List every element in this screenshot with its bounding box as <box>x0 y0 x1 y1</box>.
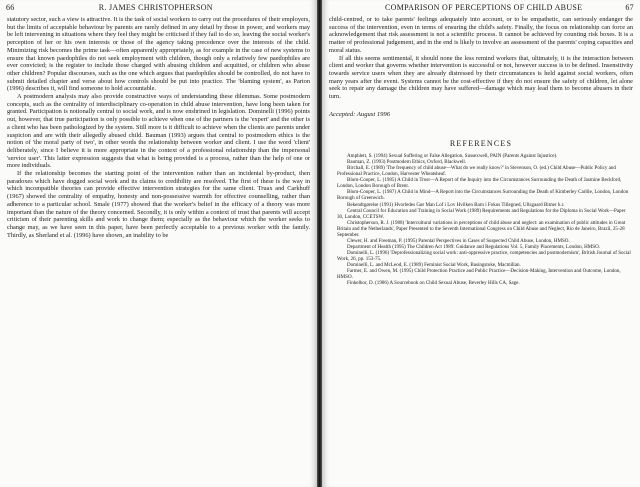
right-page-number: 67 <box>625 3 634 12</box>
reference-entry: Bauman, Z. (1993) Postmodern Ethics, Oxford, Blackwell. <box>347 159 467 166</box>
reference-entry: Central Council for Education and Training in Social Work (1989) Requirements and Regulations for the Diploma in Social Work—Paper 30, London, CCETSW. <box>337 207 626 220</box>
right-body-text <box>329 16 633 286</box>
left-page-number: 66 <box>6 3 15 12</box>
references-heading: REFERENCES <box>449 139 513 149</box>
body-paragraph: A postmodern analysis may also provide constructive ways of understanding these dilemmas. Some postmodern concepts, such as the centrality of interdisciplinary co-operation in child abuse intervention, have long been taken for granted. Participation is notionally central to social work, and is now enshrined in legislation. Dominelli (1996) points out, however, that true participation is only possible to achieve when one of the partners is the 'expert' and the other is a client who has been pathologized by the system. Still more is it difficult to achieve when the clients are parents under suspicion and are with their allegedly abused child. Bauman (1993) argues that central to postmodern ethics is the notion of 'the moral party of two', in other words the relationship between worker and client. I use the word 'client' deliberately, since I believe it is more appropriate in the context of a professional relationship than the impersonal 'service user'. This latter expression suggests that what is being provided is a process, rather than the help of one or more individuals. <box>7 93 310 170</box>
right-page <box>322 0 640 487</box>
reference-entry: Blom-Cooper, L. (1987) A Child in Mind—A Report into the Circumstances Surrounding the Death of Kimberley Carlile, London, London Borough of Greenwich. <box>337 189 629 202</box>
left-page-header <box>6 3 311 12</box>
reference-entry: Blom-Cooper, L. (1985) A Child in Trust—A Report of the Inquiry into the Circumstances Surrounding the Death of Jasmine Beckford, London, London Borough of Brent. <box>337 177 622 190</box>
reference-entry: Dominelli, L. (1996) 'Deprofessionalizing social work: anti-oppressive practice, competencies and postmodernism', British Journal of Social Work, 26, pp. 153-75. <box>337 249 631 262</box>
reference-entry: Bekendtgørelse (1991) Hvorledes Gør Man Lof i Lov Hvilken Barn i Fokus Tillegned, Ullsgaard Bimer h.r. <box>347 201 565 208</box>
reference-entry: Amphlett, S. (1994) Sexual Suffering or False Allegation, Sussexwell, PAIN (Parents Against Injustice). <box>347 153 558 160</box>
left-running-head: R. JAMES CHRISTOPHERSON <box>98 3 213 12</box>
reference-entry: Finkelhor, D. (1986) A Sourcebook on Child Sexual Abuse, Beverley Hills CA, Sage. <box>347 280 520 287</box>
left-page <box>0 0 317 487</box>
reference-entry: Department of Health (1995) The Children Act 1989: Guidance and Regulations Vol. 5, Family Placements, London, HMSO. <box>347 243 601 250</box>
accepted-date: Accepted: August 1996 <box>329 110 391 118</box>
reference-entry: Christopherson, R. J. (1988) 'Intercultural variations in perceptions of child abuse and neglect: an examination of public attitudes in Great Britain and the Netherlands', Paper Presented to the Seventh International Congress on Child Abuse and Neglect, Rio de Janeiro, Brazil, 25-28 September. <box>337 219 626 238</box>
references-list <box>329 153 633 286</box>
reference-entry: Clewer, H. and Freeman, P. (1995) Parental Perspectives in Cases of Suspected Child Abuse, London, HMSO. <box>347 237 570 244</box>
body-paragraph: statutory sector, such a view is attractive. It is the task of social workers to carry out the procedures of their employers, but the limits of acceptable behaviour by parents are rarely defined in any detail by those in power, and workers may be left intervening in situations where they feel they might be criticised if they fail to do so, leaving the social worker's perception of her or his own interests or those of the agency taking precedence over the interests of the child. Minimizing risk becomes the prime task—often apparently appropriately, as for example in the case of new systems to ensure that known paedophiles do not seek employment with children, though only a relatively few paedophiles are ever convicted; is the register to include those charged with abusing children and acquitted, or children who abuse other children? Popular discourses, such as the one which argues that paedophiles should be controlled, do not have to submit detailed chapter and verse about how controls should be put into practice. The 'blaming system', as Parton (1996) describes it, will find someone to hold accountable. <box>7 16 310 93</box>
right-running-head: COMPARISON OF PERCEPTIONS OF CHILD ABUSE <box>385 3 583 12</box>
body-paragraph: If the relationship becomes the starting point of the intervention rather than an incidental by-product, then paradoxes which have dogged social work and its claims to credibility are resolved. The first of these is the way in which incompatible theories can provide effective intervention strategies for the same client. Truax and Carkhuff (1967) showed the centrality of empathy, honesty and non-possessive warmth for effective counselling, rather than adherence to a particular school. Smale (1977) showed that the worker's belief in the efficacy of a theory was more important than the nature of the theory concerned. Secondly, it is only within a context of trust that parents will accept criticism of their parenting skills and work to change them; especially as the behaviour which the worker seeks to change may, as we have seen in this paper, have been perfectly acceptable to a previous worker with the family. Thirdly, as Sherland et al. (1996) have shown, an inability to be <box>7 170 310 239</box>
right-page-header <box>328 3 634 12</box>
reference-entry: Dominelli, L. and McLeod, E. (1989) Feminist Social Work, Basingstoke, Macmillan. <box>347 261 521 268</box>
reference-entry: Birchall, E. (1989) 'The frequency of child abuse—What do we really know?' in Stevenson, O. (ed.) Child Abuse—Public Policy and Professional Practice, London, Harvester Wheatsheaf. <box>337 165 616 178</box>
reference-entry: Farmer, E. and Owen, M. (1995) Child Protection Practice and Public Practice—Decision-Making, Intervention and Outcome, London, HMSO. <box>337 268 621 281</box>
body-paragraph: If all this seems sentimental, it should none the less remind workers that, ultimately, it is the interaction between client and worker that governs whether intervention is successful or not, however success is to be defined. Insensitivity towards service users when they are already distressed by their circumstances is held against social workers, often many years after the event. Systems cannot be the cost-effective if they do not ensure the safety of children, let alone seek to repair any damage the children may have suffered—damage which may lead them to become abusers in their turn. <box>329 54 633 101</box>
left-body-text <box>7 16 310 239</box>
body-paragraph: child-centred, or to take parents' feelings adequately into account, or to be empathetic, can seriously endanger the success of the intervention, even in terms of ensuring the child's safety. Finally, the focus on relationship can force an acknowledgement that risk assessment is not a scientific process. It cannot be achieved by counting risk boxes. It is a matter of professional judgement, and in the end is likely to involve an assessment of the parents' coping capacities and moral status. <box>329 16 633 54</box>
